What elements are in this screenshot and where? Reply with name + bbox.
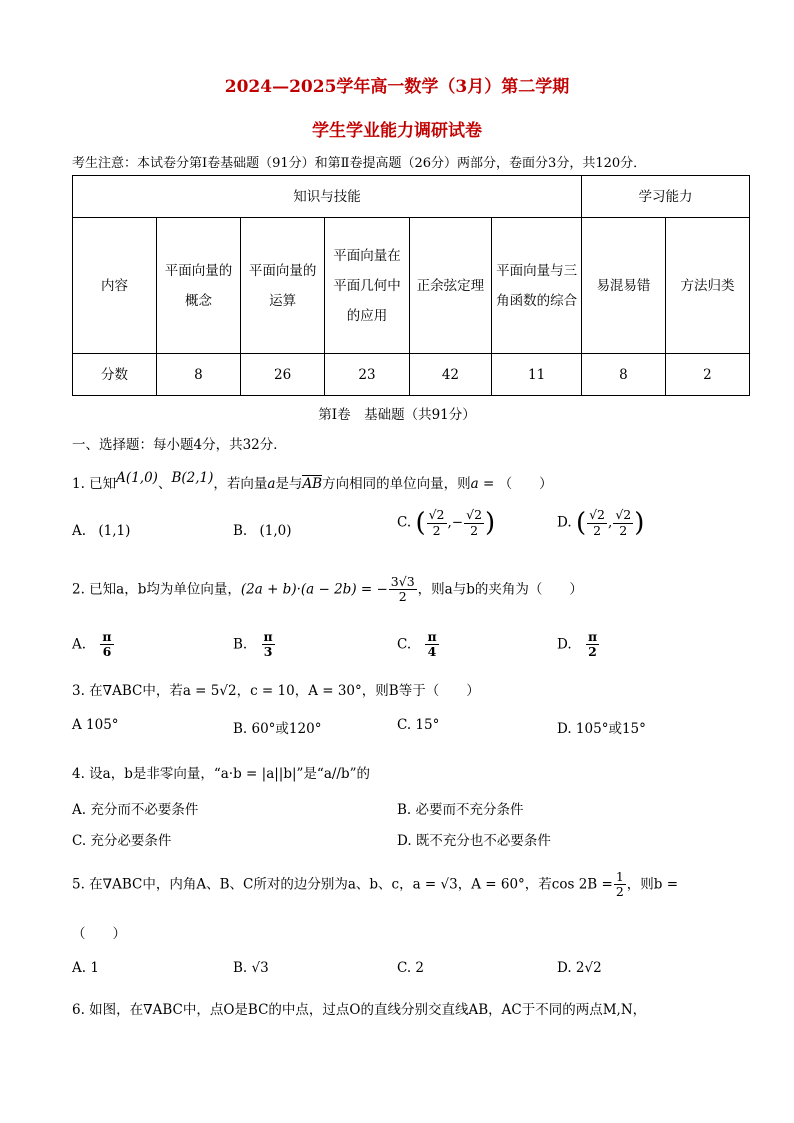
option-label: D. — [557, 636, 572, 653]
score-cell: 23 — [325, 354, 409, 396]
exam-note: 考生注意：本试卷分第Ⅰ卷基础题（91分）和第Ⅱ卷提高题（26分）两部分，卷面分3分，共120分． — [72, 156, 647, 171]
question-2 — [72, 575, 583, 605]
exam-subtitle: 学生学业能力调研试卷 — [312, 121, 482, 141]
score-cell: 26 — [240, 354, 324, 396]
q1-option-c: C. ( $\frac{√2}{2}$ ,− $\frac{√2}{2}$ ) — [397, 507, 496, 538]
option-label: C. — [397, 514, 412, 531]
q5-option-b: B. √3 — [233, 960, 269, 976]
fraction: $\frac{\pi}{2}$ — [587, 629, 598, 660]
question-1 — [72, 472, 553, 492]
score-table — [72, 175, 750, 396]
fraction: $\frac{√2}{2}$ — [428, 507, 445, 538]
row-header-content: 内容 — [73, 218, 157, 354]
option-label: B. — [233, 636, 248, 653]
q3-option-b: B. 60°或120° — [233, 721, 322, 737]
q1-option-d: D. ( $\frac{√2}{2}$ , $\frac{√2}{2}$ ) — [557, 507, 645, 538]
option-label: C. — [397, 636, 412, 653]
q1-point-b: B(2,1) — [171, 470, 214, 486]
q5-option-c: C. 2 — [397, 960, 425, 976]
col-label: 平面向量在平面几何中的应用 — [325, 218, 409, 354]
q5-paren: （ ） — [72, 926, 126, 942]
fraction: $\frac{\pi}{3}$ — [263, 629, 273, 660]
fraction: $\frac{\pi}{4}$ — [427, 629, 437, 660]
q4-option-b: B. 必要而不充分条件 — [397, 802, 524, 818]
fraction: $\frac{√2}{2}$ — [466, 507, 483, 538]
q2-text2: ，则a与b的夹角为（ ） — [417, 581, 583, 598]
col-label: 平面向量的运算 — [240, 218, 324, 354]
group-knowledge: 知识与技能 — [73, 176, 582, 218]
option-sep: ,− — [447, 514, 464, 531]
option-label: A. — [72, 523, 87, 539]
q2-option-b — [233, 630, 276, 660]
q1-text4: = （ ） — [478, 476, 553, 492]
q3-option-a: A 105° — [72, 717, 119, 733]
score-cell: 2 — [665, 354, 749, 396]
q5-text1: 5. 在∇ABC中，内角A、B、C所对的边分别为a、b、c，a = √3，A = 60°，若cos 2B = — [72, 876, 613, 893]
q2-prefix: 2. 已知 — [72, 581, 117, 598]
question-3: 3. 在∇ABC中，若a = 5√2，c = 10，A = 30°，则B等于（ ） — [72, 683, 480, 699]
q2-expr: (2a + b)·(a − 2b) = − — [240, 581, 388, 598]
option-value: (1,1) — [98, 523, 131, 539]
section-title: 第Ⅰ卷 基础题（共91分） — [318, 407, 476, 423]
q3-option-c: C. 15° — [397, 717, 440, 733]
fraction: $\frac{√2}{2}$ — [589, 507, 606, 538]
option-value: (1,0) — [259, 523, 292, 539]
option-label: A. — [72, 636, 87, 653]
q1-text3: 方向相同的单位向量，则 — [322, 476, 471, 492]
q2-text1: a，b均为单位向量， — [116, 581, 241, 598]
q1-text2: 是与 — [275, 476, 303, 492]
q2-option-c — [397, 630, 440, 660]
fraction: $\frac{1}{2}$ — [615, 869, 624, 900]
fraction: $\frac{\pi}{6}$ — [102, 629, 112, 660]
score-cell: 8 — [156, 354, 240, 396]
q4-option-d: D. 既不充分也不必要条件 — [397, 833, 551, 849]
score-cell: 42 — [409, 354, 492, 396]
fraction: $\frac{√2}{2}$ — [615, 507, 632, 538]
group-ability: 学习能力 — [581, 176, 749, 218]
question-6: 6. 如图，在∇ABC中，点O是BC的中点，过点O的直线分别交直线AB，AC于不同的两点M,N， — [72, 1002, 647, 1018]
q1-option-b — [233, 523, 292, 539]
q4-option-a: A. 充分而不必要条件 — [72, 802, 199, 818]
part-title: 一、选择题：每小题4分，共32分． — [72, 437, 287, 453]
q5-option-d: D. 2√2 — [557, 960, 602, 976]
q1-vec-a: a — [267, 476, 276, 492]
option-label: B. — [233, 523, 248, 539]
col-label: 方法归类 — [665, 218, 749, 354]
col-label: 正余弦定理 — [409, 218, 492, 354]
score-cell: 11 — [492, 354, 582, 396]
q5-text2: ，则b = — [626, 876, 679, 893]
question-4: 4. 设a，b是非零向量，“a·b = |a||b|”是“a//b”的 — [72, 766, 371, 782]
q1-text1: ，若向量 — [213, 476, 268, 492]
question-5 — [72, 870, 678, 900]
q1-sep: 、 — [157, 476, 172, 492]
q2-option-d — [557, 630, 600, 660]
q1-prefix: 1. 已知 — [72, 476, 117, 492]
option-sep: , — [608, 514, 613, 531]
exam-title: 2024—2025学年高一数学（3月）第二学期 — [224, 77, 570, 97]
q5-option-a: A. 1 — [72, 960, 99, 976]
q4-option-c: C. 充分必要条件 — [72, 833, 172, 849]
col-label: 平面向量的概念 — [156, 218, 240, 354]
col-label: 易混易错 — [581, 218, 665, 354]
q1-vec-a2: a — [470, 476, 479, 492]
q1-point-a: A(1,0) — [116, 470, 158, 486]
col-label: 平面向量与三角函数的综合 — [492, 218, 582, 354]
q1-option-a — [72, 523, 130, 539]
option-label: D. — [557, 514, 572, 531]
q3-option-d: D. 105°或15° — [557, 721, 646, 737]
fraction: $\frac{3√3}{2}$ — [390, 574, 415, 605]
q1-vec-ab: AB — [302, 476, 323, 492]
score-cell: 8 — [581, 354, 665, 396]
q2-option-a — [72, 630, 115, 660]
row-header-score: 分数 — [73, 354, 157, 396]
